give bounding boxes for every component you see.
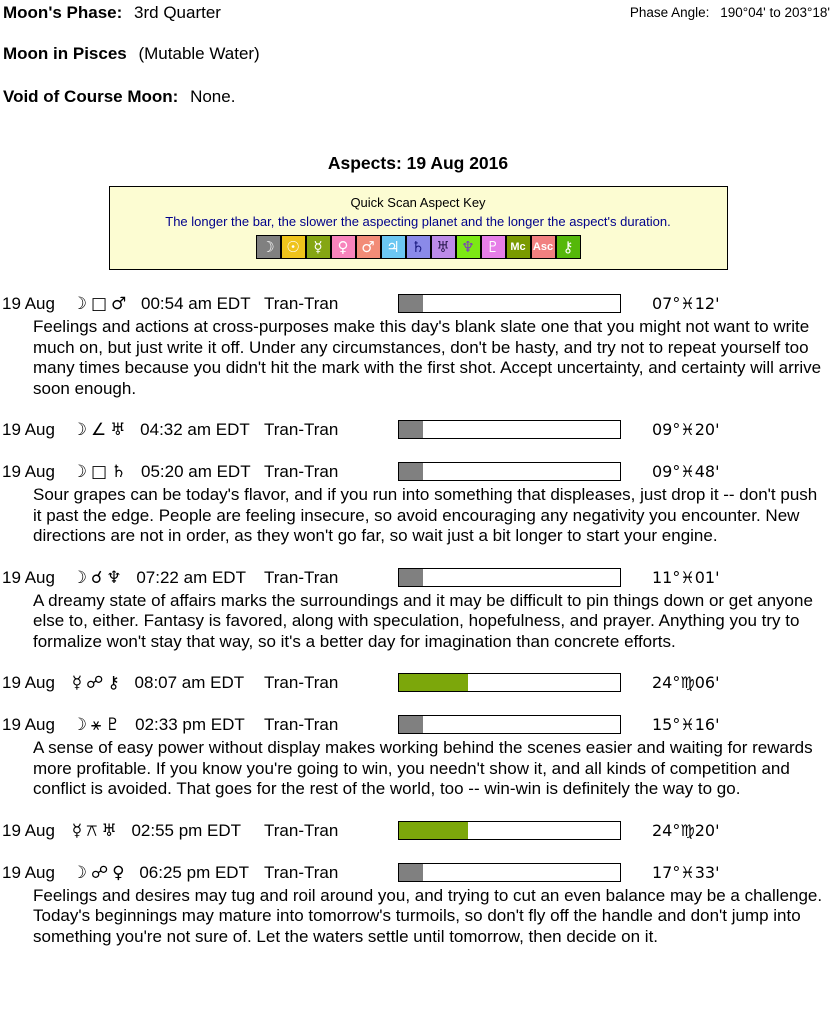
aspect-block <box>0 672 836 694</box>
key-cell-ascendant <box>531 235 556 259</box>
aspect-row <box>0 419 836 441</box>
aspect-time: 02:33 pm EDT <box>135 715 245 734</box>
duration-bar <box>398 715 621 734</box>
phase-angle <box>630 5 830 20</box>
aspect-block <box>0 419 836 441</box>
aspect-type: Tran-Tran <box>264 294 339 313</box>
aspect-row <box>0 862 836 884</box>
aspect-glyphs <box>70 715 123 734</box>
aspect-interpretation: A sense of easy power without display makes working behind the scenes easier and waiting for rewards more profitable. If you know you're going to win, you needn't show it, and all kinds of competition and conflict is avoided. That goes for the rest of the world, too -- win-win is definitely the way to go. <box>33 738 813 798</box>
phase-angle-label: Phase Angle: <box>629 5 710 20</box>
aspect-glyphs <box>70 462 129 481</box>
aspect-date: 19 Aug <box>2 820 55 840</box>
duration-bar <box>398 863 621 882</box>
mars-icon: ♂ <box>361 238 375 256</box>
moon-glyph: ☽ <box>71 567 87 588</box>
duration-bar <box>398 568 621 587</box>
planet-key-strip <box>110 235 727 259</box>
aspect-type: Tran-Tran <box>264 420 339 439</box>
aspect-degree: 09°♓20' <box>652 420 720 439</box>
aspect-date: 19 Aug <box>2 462 55 481</box>
key-cell-venus <box>331 235 356 259</box>
aspect-interpretation: Sour grapes can be today's flavor, and if you run into something that displeases, just drop it -- don't push it past the edge. People are feeling insecure, so avoid encouraging any negativity you encounter. New directions are not in order, as they won't go far, so wait just a bit longer to start your engine. <box>33 485 818 545</box>
void-of-course-label: Void of Course Moon: <box>3 87 179 106</box>
key-cell-sun <box>281 235 306 259</box>
aspect-block <box>0 862 836 948</box>
midheaven-icon: Mc <box>510 241 526 253</box>
venus-glyph: ♀ <box>112 862 125 883</box>
aspect-glyphs <box>70 673 122 692</box>
opposition-aspect-icon: ☍ <box>90 862 109 883</box>
square-aspect-icon: □ <box>90 294 107 314</box>
uranus-glyph: ♅ <box>110 420 126 440</box>
aspect-row <box>0 672 836 694</box>
aspect-glyphs <box>70 821 119 840</box>
moon-sign-quality: (Mutable Water) <box>138 44 260 63</box>
aspect-time: 02:55 pm EDT <box>131 820 242 840</box>
key-cell-moon <box>256 235 281 259</box>
mercury-icon: ☿ <box>313 238 323 256</box>
duration-bar-fill <box>399 716 423 733</box>
square-aspect-icon: □ <box>90 462 107 482</box>
saturn-icon: ♄ <box>411 238 425 256</box>
saturn-glyph: ♄ <box>111 462 127 482</box>
aspect-type: Tran-Tran <box>264 567 339 587</box>
aspect-glyphs <box>70 863 127 882</box>
key-cell-midheaven <box>506 235 531 259</box>
mars-glyph: ♂ <box>111 294 127 314</box>
key-cell-pluto <box>481 235 506 259</box>
duration-bar-fill <box>399 569 423 586</box>
sun-icon: ☉ <box>286 238 300 256</box>
neptune-icon: ♆ <box>461 238 475 256</box>
key-cell-chiron <box>556 235 581 259</box>
sextile-aspect-icon: ⚹ <box>90 715 102 735</box>
aspect-degree: 24°♍20' <box>652 820 720 840</box>
aspect-date: 19 Aug <box>2 715 55 734</box>
aspect-row <box>0 461 836 483</box>
aspect-time: 00:54 am EDT <box>140 294 251 313</box>
aspect-type: Tran-Tran <box>264 715 339 734</box>
key-cell-saturn <box>406 235 431 259</box>
void-of-course-line <box>0 87 836 106</box>
aspect-degree: 11°♓01' <box>652 567 720 587</box>
aspects-title: Aspects: 19 Aug 2016 <box>327 153 509 173</box>
jupiter-icon: ♃ <box>386 238 400 256</box>
neptune-glyph: ♆ <box>106 567 122 588</box>
moon-sign-line <box>0 44 836 63</box>
key-cell-mars <box>356 235 381 259</box>
conjunction-aspect-icon: ☌ <box>90 567 103 588</box>
duration-bar <box>398 462 621 481</box>
venus-icon: ♀ <box>337 238 349 256</box>
moon-icon: ☽ <box>261 238 275 256</box>
aspect-degree: 24°♍06' <box>652 673 720 692</box>
aspect-block <box>0 461 836 547</box>
semisquare-aspect-icon: ∠ <box>90 420 107 440</box>
moon-sign-label: Moon in Pisces <box>3 44 127 63</box>
mercury-glyph: ☿ <box>71 673 83 693</box>
moon-glyph: ☽ <box>71 420 87 440</box>
aspect-row <box>0 820 836 842</box>
moons-phase-value: 3rd Quarter <box>134 3 221 22</box>
moon-glyph: ☽ <box>71 715 87 735</box>
key-subtitle: The longer the bar, the slower the aspecting planet and the longer the aspect's duration. <box>165 214 671 229</box>
aspect-date: 19 Aug <box>2 294 55 313</box>
key-cell-neptune <box>456 235 481 259</box>
key-cell-jupiter <box>381 235 406 259</box>
aspect-time: 07:22 am EDT <box>136 567 246 587</box>
aspect-date: 19 Aug <box>2 420 55 439</box>
duration-bar-fill <box>399 822 468 839</box>
duration-bar <box>398 673 621 692</box>
aspect-row <box>0 567 836 589</box>
aspect-degree: 15°♓16' <box>652 715 720 734</box>
aspect-block <box>0 714 836 800</box>
pluto-glyph: ♇ <box>105 715 121 735</box>
moons-phase-line <box>3 3 221 22</box>
duration-bar-fill <box>399 463 423 480</box>
aspect-type: Tran-Tran <box>264 820 339 840</box>
duration-bar <box>398 821 621 840</box>
mercury-glyph: ☿ <box>71 820 83 841</box>
aspect-type: Tran-Tran <box>264 673 339 692</box>
aspect-block <box>0 293 836 399</box>
key-cell-uranus <box>431 235 456 259</box>
pluto-icon: ♇ <box>486 238 500 256</box>
aspect-block <box>0 567 836 653</box>
aspect-degree: 17°♓33' <box>652 862 720 882</box>
chiron-glyph: ⚷ <box>107 673 120 693</box>
moon-glyph: ☽ <box>71 862 87 883</box>
uranus-glyph: ♅ <box>101 820 117 841</box>
aspect-degree: 09°♓48' <box>652 462 720 481</box>
duration-bar <box>398 294 621 313</box>
aspect-time: 04:32 am EDT <box>140 420 250 439</box>
quincunx-aspect-icon: ⚻ <box>86 820 98 841</box>
moons-phase-label: Moon's Phase: <box>3 3 123 22</box>
duration-bar <box>398 420 621 439</box>
opposition-aspect-icon: ☍ <box>86 673 104 693</box>
moon-phase-row <box>0 3 836 22</box>
aspect-row <box>0 293 836 315</box>
aspect-date: 19 Aug <box>2 567 55 587</box>
moon-glyph: ☽ <box>71 462 87 482</box>
duration-bar-fill <box>399 295 423 312</box>
aspect-degree: 07°♓12' <box>652 294 720 313</box>
aspect-interpretation: Feelings and desires may tug and roil around you, and trying to cut an even balance may be a challenge. Today's beginnings may mature into tomorrow's turmoils, so don't fly off the handle and don't jump into something you're not sure of. Let the waters settle until tomorrow, then decide on it. <box>33 885 823 946</box>
aspect-block <box>0 820 836 842</box>
duration-bar-fill <box>399 674 468 691</box>
aspect-time: 06:25 pm EDT <box>139 862 249 882</box>
aspect-glyphs <box>70 420 128 439</box>
aspect-glyphs <box>70 294 129 313</box>
aspect-type: Tran-Tran <box>264 462 339 481</box>
aspect-glyphs <box>70 568 124 587</box>
aspect-row <box>0 714 836 736</box>
aspect-time: 05:20 am EDT <box>140 462 251 481</box>
aspect-time: 08:07 am EDT <box>134 673 245 692</box>
aspect-key-box <box>109 186 728 270</box>
duration-bar-fill <box>399 421 423 438</box>
uranus-icon: ♅ <box>436 238 450 256</box>
key-cell-mercury <box>306 235 331 259</box>
chiron-icon: ⚷ <box>562 238 574 256</box>
void-of-course-value: None. <box>190 87 236 106</box>
aspect-type: Tran-Tran <box>264 862 339 882</box>
aspect-date: 19 Aug <box>2 673 55 692</box>
key-title: Quick Scan Aspect Key <box>350 195 486 210</box>
aspect-interpretation: A dreamy state of affairs marks the surroundings and it may be difficult to pin things down or get anyone else to, either. Fantasy is favored, along with speculation, hopefulness, and prayer. Anything you try to formalize won't stay that way, so it's a better day for imagination than concrete efforts. <box>33 590 813 651</box>
phase-angle-value: 190°04' to 203°18' <box>720 5 830 20</box>
ascendant-icon: Asc <box>532 241 554 253</box>
aspect-interpretation: Feelings and actions at cross-purposes make this day's blank slate one that you might not want to write much on, but just write it off. Under any circumstances, don't be hasty, and try not to repeat yourself too many times because you didn't hit the mark with the first shot. Accept uncertainty, and certainty will arrive soon enough. <box>33 317 822 398</box>
moon-glyph: ☽ <box>71 294 87 314</box>
duration-bar-fill <box>399 864 423 881</box>
aspect-date: 19 Aug <box>2 862 55 882</box>
